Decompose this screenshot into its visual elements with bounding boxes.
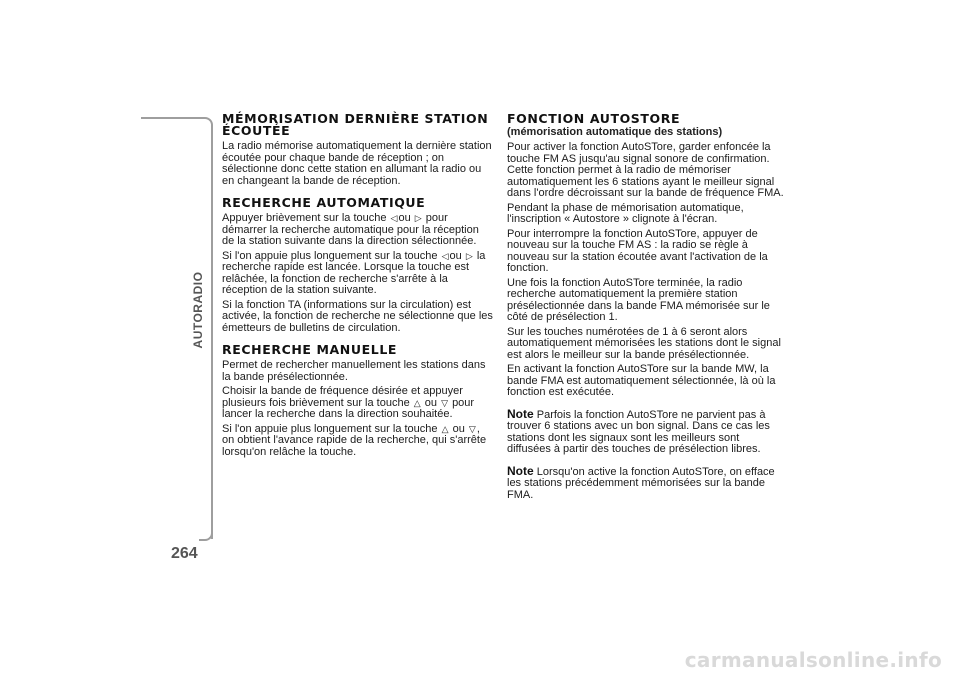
paragraph: Pour activer la fonction AutoSTore, garder enfoncée la touche FM AS jusqu'au signal sonore de confirmation. Cette fonction permet à la radio de mémoriser automatiquement les 6 stations ayant le meilleur signal dans l'ordre décroissant sur la bande de fréquence FMA. — [507, 141, 784, 199]
paragraph — [222, 386, 494, 421]
seek-right-icon: ▷ — [414, 213, 422, 223]
down-arrow-icon: ▽ — [441, 397, 448, 408]
text-fragment: ou — [398, 212, 411, 224]
paragraph: Pendant la phase de mémorisation automatique, l'inscription « Autostore » clignote à l'écran. — [507, 201, 744, 225]
watermark: carmanualsonline.info — [684, 648, 942, 672]
paragraph: Sur les touches numérotées de 1 à 6 seront alors automatiquement mémorisées les stations dont le signal est alors le meilleur sur la bande présélectionnée. — [507, 325, 781, 361]
text-fragment: Si l'on appuie plus longuement sur la touche — [222, 422, 438, 435]
paragraph — [222, 424, 494, 459]
paragraph — [222, 251, 494, 297]
note-text: Parfois la fonction AutoSTore ne parvient pas à trouver 6 stations avec un bon signal. Dans ce cas les stations dont les signaux sont les meilleurs sont diffusées à partir des touches de présélection libres. — [507, 408, 770, 455]
paragraph: Pour interrompre la fonction AutoSTore, appuyer de nouveau sur la touche FM AS : la radio se règle à nouveau sur la station écoutée avant l'activation de la fonction. — [507, 227, 768, 274]
right-column — [507, 113, 785, 504]
text-fragment: Si l'on appuie plus longuement sur la touche — [222, 249, 438, 262]
text-fragment: Appuyer brièvement sur la touche — [222, 212, 387, 224]
text-fragment: ou — [449, 249, 462, 262]
up-arrow-icon: △ — [413, 397, 421, 408]
note-label: Note — [507, 463, 534, 478]
seek-left-icon: ◁ — [441, 250, 449, 261]
subheading: (mémorisation automatique des stations) — [507, 126, 723, 138]
text-fragment: Choisir la bande de fréquence désirée et appuyer plusieurs fois brièvement sur la touche — [222, 385, 463, 409]
down-arrow-icon: ▽ — [468, 423, 476, 434]
note-label: Note — [507, 406, 534, 421]
section-label: AUTORADIO — [191, 271, 205, 349]
up-arrow-icon: △ — [441, 423, 449, 434]
text-fragment: pour lancer la recherche dans la direction souhaitée. — [222, 396, 475, 420]
note-text: Lorsqu'on active la fonction AutoSTore, on efface les stations précédemment mémorisées sur la bande FMA. — [507, 465, 775, 501]
note — [507, 406, 785, 456]
heading-recherche-manuelle: RECHERCHE MANUELLE — [222, 342, 398, 357]
paragraph: Une fois la fonction AutoSTore terminée, la radio recherche automatiquement la première station présélectionnée dans la bande FMA mémorisée sur le côté de présélection 1. — [507, 276, 770, 323]
paragraph: Si la fonction TA (informations sur la circulation) est activée, la fonction de recherche ne sélectionne que les émetteurs de bulletins de circulation. — [222, 298, 493, 334]
text-fragment: ou — [424, 396, 438, 409]
paragraph: En activant la fonction AutoSTore sur la bande MW, la bande FMA est automatiquement sélectionnée, là où la fonction est exécutée. — [507, 363, 776, 398]
seek-right-icon: ▷ — [465, 250, 473, 261]
text-fragment: ou — [452, 422, 465, 435]
note — [507, 463, 785, 502]
text-fragment: , on obtient l'avance rapide de la recherche, qui s'arrête lorsqu'on relâche la touche. — [222, 422, 487, 458]
heading-memorisation: MÉMORISATION DERNIÈRE STATION ÉCOUTÉE — [222, 111, 489, 138]
heading-fonction-autostore: FONCTION AUTOSTORE — [507, 111, 681, 126]
text-fragment: la recherche rapide est lancée. Lorsque la touche est relâchée, la fonction de recherche s'arrête à la réception de la station suivante. — [222, 249, 486, 296]
paragraph — [222, 213, 494, 248]
page-number: 264 — [171, 545, 198, 562]
seek-left-icon: ◁ — [390, 213, 398, 223]
text-fragment: pour démarrer la recherche automatique pour la réception de la station suivante dans la direction sélectionnée. — [222, 212, 479, 247]
paragraph: Permet de rechercher manuellement les stations dans la bande présélectionnée. — [222, 359, 486, 383]
heading-recherche-automatique: RECHERCHE AUTOMATIQUE — [222, 195, 426, 210]
paragraph: La radio mémorise automatiquement la dernière station écoutée pour chaque bande de réception ; on sélectionne donc cette station en allumant la radio ou en changeant la bande de réception. — [222, 140, 492, 187]
left-column — [222, 113, 494, 461]
